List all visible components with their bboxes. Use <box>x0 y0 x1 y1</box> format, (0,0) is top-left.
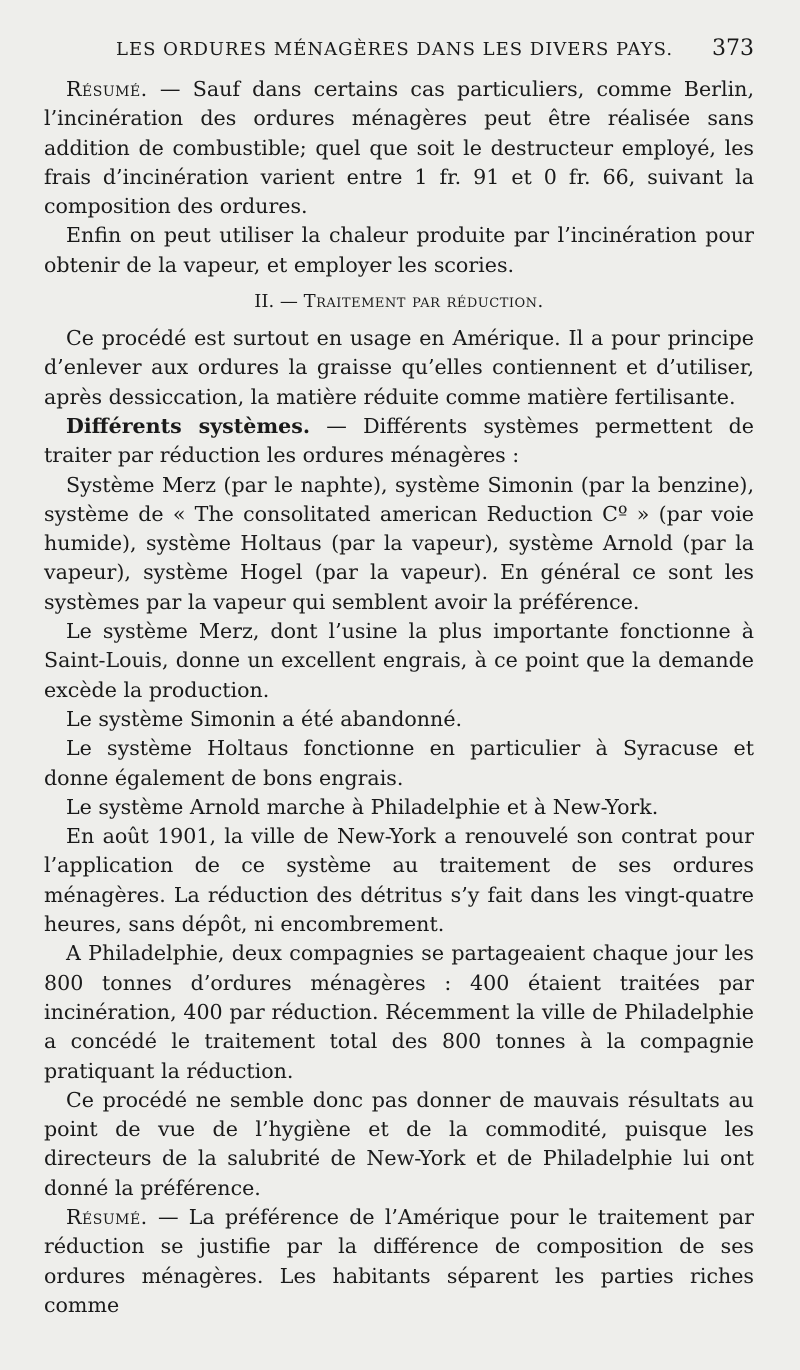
philadelphia-paragraph: A Philadelphie, deux compagnies se partageaient chaque jour les 800 tonnes d’ordures ménagères : 400 étaient traitées par incinération, 400 par réduction. Récemment la ville de Philadelphie a concédé le traitement total des 800 tonnes à la compagnie pratiquant la réduction. <box>44 941 754 1083</box>
simonin-paragraph: Le système Simonin a été abandonné. <box>66 706 463 731</box>
resume-text: — Sauf dans certains cas particuliers, comme Berlin, l’incinération des ordures ménagères peut être réalisée sans addition de combustible; quel que soit le destructeur employé, les frais d’incinération varient entre 1 fr. 91 et 0 fr. 66, suivant la composition des ordures. <box>44 77 754 219</box>
running-header <box>116 36 754 61</box>
page-number: 373 <box>712 36 754 61</box>
hygiene-paragraph: Ce procédé ne semble donc pas donner de mauvais résultats au point de vue de l’hygiène et de la commodité, puisque les directeurs de la salubrité de New-York et de Philadelphie lui ont donné la préférence. <box>44 1087 754 1200</box>
merz-paragraph: Le système Merz, dont l’usine la plus importante fonctionne à Saint-Louis, donne un excellent engrais, à ce point que la demande excède la production. <box>44 619 754 702</box>
systems-text: — Différents systèmes permettent de traiter par réduction les ordures ménagères : <box>44 413 754 468</box>
intro-paragraph: Ce procédé est surtout en usage en Amérique. Il a pour principe d’enlever aux ordures la graisse qu’elles contiennent et d’utiliser, après dessiccation, la matière réduite comme matière fertilisante. <box>44 326 754 409</box>
heat-paragraph: Enfin on peut utiliser la chaleur produite par l’incinération pour obtenir de la vapeur, et employer les scories. <box>44 223 754 277</box>
systems-label: Différents systèmes. <box>66 413 311 438</box>
holtaus-paragraph: Le système Holtaus fonctionne en particulier à Syracuse et donne également de bons engrais. <box>44 736 754 790</box>
resume-label: Résumé. <box>66 1204 148 1229</box>
systems-list-paragraph: Système Merz (par le naphte), système Simonin (par la benzine), système de « The consolitated american Reduction Cº » (par voie humide), système Holtaus (par la vapeur), système Arnold (par la vapeur), système Hogel (par la vapeur). En général ce sont les systèmes par la vapeur qui semblent avoir la préférence. <box>44 472 754 614</box>
resume-text: — La préférence de l’Amérique pour le traitement par réduction se justifie par la différence de composition de ses ordures ménagères. Les habitants séparent les parties riches comme <box>44 1204 754 1317</box>
section-title: Traitement par réduction. <box>303 291 544 313</box>
section-number: II. — <box>254 291 304 313</box>
systems-paragraph <box>44 412 754 471</box>
resume-paragraph-2 <box>44 1203 754 1320</box>
resume-label: Résumé. <box>66 77 148 101</box>
running-title: LES ORDURES MÉNAGÈRES DANS LES DIVERS PAYS. <box>116 39 674 60</box>
arnold-paragraph: Le système Arnold marche à Philadelphie et à New-York. <box>66 794 659 819</box>
resume-paragraph-1 <box>44 75 754 221</box>
section-heading <box>44 288 754 316</box>
newyork-paragraph: En août 1901, la ville de New-York a renouvelé son contrat pour l’application de ce système au traitement de ses ordures ménagères. La réduction des détritus s’y fait dans les vingt-quatre heures, sans dépôt, ni encombrement. <box>44 824 754 937</box>
